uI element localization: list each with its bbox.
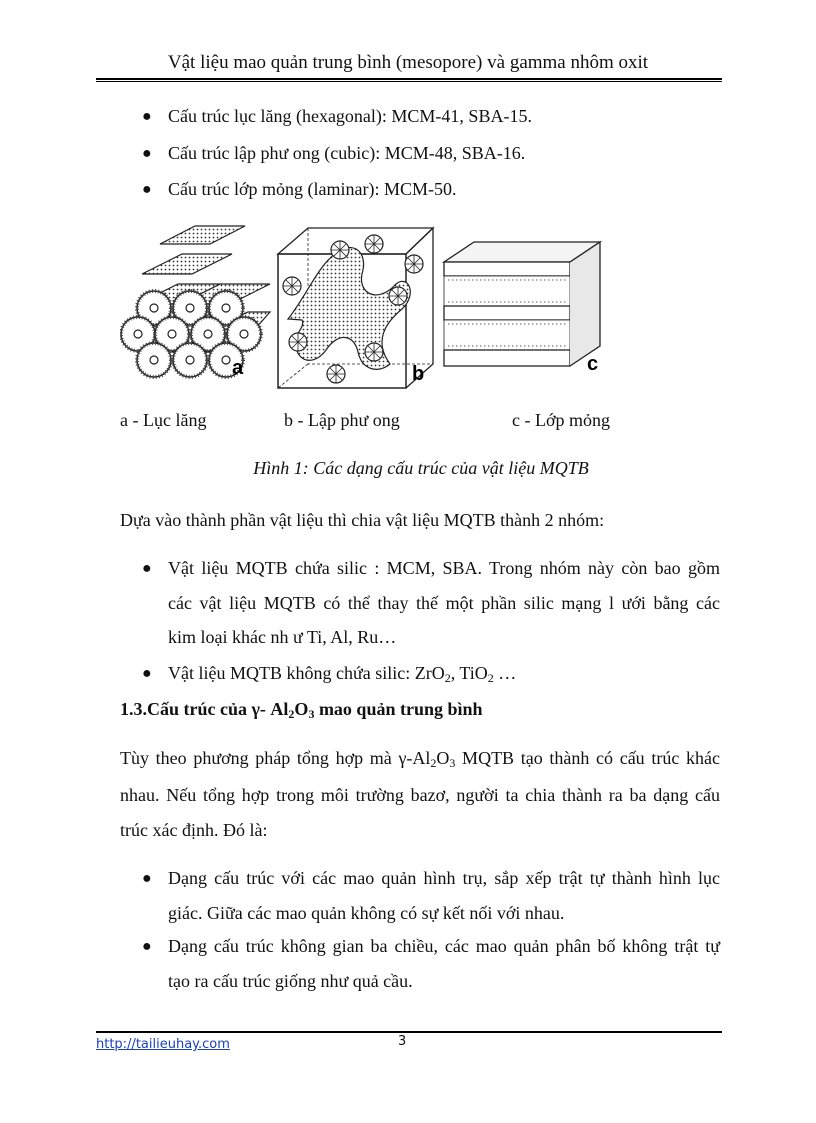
group-item-silica-line1: Vật liệu MQTB chứa silic : MCM, SBA. Trong nhóm này còn bao gồm bbox=[168, 558, 720, 578]
figure-caption: Hình 1: Các dạng cấu trúc của vật liệu MQTB bbox=[253, 458, 589, 478]
paragraph-line2: nhau. Nếu tổng hợp trong môi trường bazơ, người ta chia thành ra ba dạng cấu bbox=[120, 785, 720, 805]
paragraph-text: O bbox=[436, 748, 450, 768]
group-item-silica-line2: các vật liệu MQTB có thể thay thế một phần silic mạng l ưới bằng các bbox=[168, 593, 720, 613]
subscript: 3 bbox=[449, 756, 456, 770]
bullet-icon: ● bbox=[142, 145, 152, 162]
subscript: 2 bbox=[444, 671, 451, 685]
footer-link[interactable]: http://tailieuhay.com bbox=[96, 1037, 230, 1052]
page-number: 3 bbox=[398, 1034, 407, 1049]
bullet-icon: ● bbox=[142, 108, 152, 125]
group-item-nonsilica bbox=[168, 663, 516, 684]
figure-letter-a: a bbox=[232, 357, 244, 379]
subscript: 3 bbox=[308, 707, 315, 721]
structure-item-cubic: Cấu trúc lập phư ong (cubic): MCM-48, SBA-16. bbox=[168, 143, 526, 163]
form-item-hexagonal-line2: giác. Giữa các mao quản không có sự kết nối với nhau. bbox=[168, 903, 565, 923]
figure-letter-c: c bbox=[587, 353, 599, 375]
bullet-icon: ● bbox=[142, 870, 152, 887]
heading-text: 1.3.Cấu trúc của γ- Al bbox=[120, 699, 289, 719]
figure-panel-hexagonal bbox=[121, 226, 270, 379]
figure-label-b: b - Lập phư ong bbox=[284, 410, 400, 430]
structure-item-hexagonal: Cấu trúc lục lăng (hexagonal): MCM-41, SBA-15. bbox=[168, 106, 532, 126]
subscript: 2 bbox=[487, 671, 494, 685]
group-item-silica-line3: kim loại khác nh ư Ti, Al, Ru… bbox=[168, 627, 397, 647]
bullet-icon: ● bbox=[142, 938, 152, 955]
paragraph-text: MQTB tạo thành có cấu trúc khác bbox=[455, 748, 720, 768]
group-item-nonsilica-text: , TiO bbox=[450, 663, 488, 683]
header-rule bbox=[96, 78, 722, 82]
group-item-nonsilica-text: … bbox=[493, 663, 517, 683]
form-item-3d-line2: tạo ra cấu trúc giống như quả cầu. bbox=[168, 971, 413, 991]
intro-paragraph: Dựa vào thành phần vật liệu thì chia vật liệu MQTB thành 2 nhóm: bbox=[120, 510, 605, 530]
bullet-icon: ● bbox=[142, 181, 152, 198]
bullet-icon: ● bbox=[142, 560, 152, 577]
form-item-hexagonal-line1: Dạng cấu trúc với các mao quản hình trụ, sắp xếp trật tự thành hình lục bbox=[168, 868, 720, 888]
figure-label-a: a - Lục lăng bbox=[120, 410, 207, 430]
page-header-title: Vật liệu mao quản trung bình (mesopore) và gamma nhôm oxit bbox=[167, 52, 649, 73]
structure-item-laminar: Cấu trúc lớp mỏng (laminar): MCM-50. bbox=[168, 179, 457, 199]
structure-figure bbox=[120, 224, 610, 390]
section-heading bbox=[120, 699, 483, 720]
subscript: 2 bbox=[288, 707, 295, 721]
footer-rule bbox=[96, 1031, 722, 1033]
figure-letter-b: b bbox=[412, 363, 425, 385]
form-item-3d-line1: Dạng cấu trúc không gian ba chiều, các mao quản phân bố không trật tự bbox=[168, 936, 720, 956]
bullet-icon: ● bbox=[142, 665, 152, 682]
heading-text: O bbox=[294, 699, 309, 719]
figure-panel-cubic bbox=[278, 228, 433, 388]
figure-panel-laminar bbox=[444, 242, 600, 375]
paragraph-text: Tùy theo phương pháp tổng hợp mà γ-Al bbox=[120, 748, 431, 768]
subscript: 2 bbox=[430, 756, 437, 770]
group-item-nonsilica-text: Vật liệu MQTB không chứa silic: ZrO bbox=[168, 663, 445, 683]
paragraph-line1 bbox=[120, 748, 720, 769]
paragraph-line3: trúc xác định. Đó là: bbox=[120, 820, 268, 840]
heading-text: mao quản trung bình bbox=[314, 699, 483, 719]
figure-label-c: c - Lớp mỏng bbox=[512, 410, 610, 430]
